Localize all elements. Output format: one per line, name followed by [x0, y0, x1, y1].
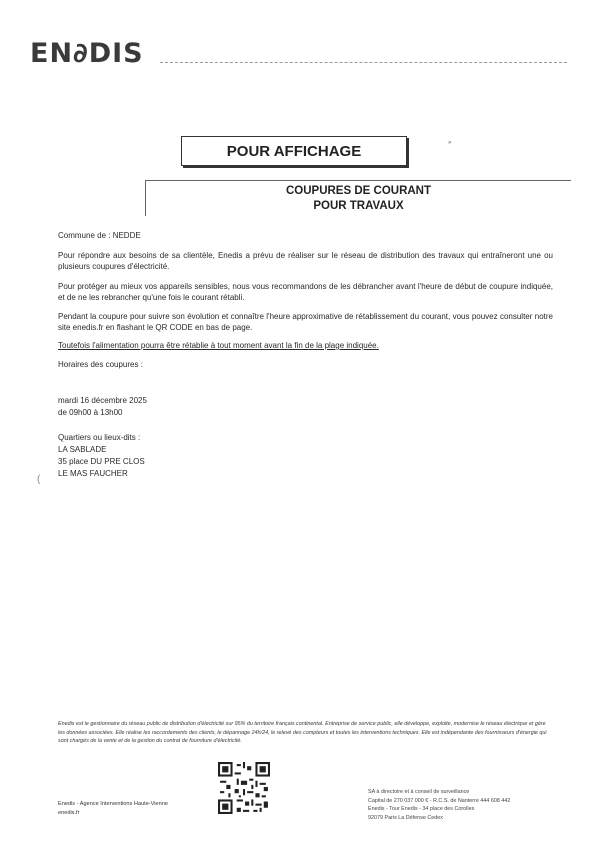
footer-legal-line-2: fournisseurs d'énergie qui sont chargés de la vente et de la gestion du contrat de fourniture d'électricité.: [58, 729, 547, 744]
coupure-time: de 09h00 à 13h00: [58, 408, 123, 417]
qr-code-icon[interactable]: [218, 762, 270, 814]
paragraph-besoins: Pour répondre aux besoins de sa clientèle, Enedis a prévu de réaliser sur le réseau de distribution des travaux qui entraîneront une ou plusieurs coupures d'électricité.: [58, 251, 553, 271]
horaires-label: Horaires des coupures :: [58, 360, 143, 369]
footer-agency: [58, 800, 168, 818]
location-item: 35 place DU PRE CLOS: [58, 457, 145, 466]
paragraph-suivi: Pendant la coupure pour suivre son évolution et connaître l'heure approximative de rétablissement du courant, vous pouvez consulter notre site enedis.fr en flashant le QR CODE en bas de page.: [58, 312, 553, 332]
notice-title-box: [145, 180, 571, 216]
footer-company-line: SA à directoire et à conseil de surveillance: [368, 789, 470, 795]
pour-affichage-box: [181, 136, 407, 166]
location-item: LE MAS FAUCHER: [58, 469, 128, 478]
footer-company-line: Capital de 270 037 000 € - R.C.S. de Nanterre 444 608 442: [368, 797, 511, 804]
coupure-date: mardi 16 décembre 2025: [58, 396, 147, 405]
quartiers-label: Quartiers ou lieux-dits :: [58, 433, 141, 442]
title-line-1: COUPURES DE COURANT: [285, 185, 432, 197]
pour-affichage-label: POUR AFFICHAGE: [226, 142, 362, 160]
scan-artifact-mark: »: [448, 140, 452, 146]
title-line-2: POUR TRAVAUX: [313, 200, 404, 212]
commune-line: Commune de : NEDDE: [58, 231, 141, 240]
footer-legal-notice: [58, 720, 550, 746]
footer-website-link[interactable]: enedis.fr: [58, 810, 80, 816]
location-item: LA SABLADE: [58, 445, 107, 454]
warning-text: Toutefois l'alimentation pourra être rétablie à tout moment avant la fin de la plage indiquée.: [58, 341, 379, 350]
scan-artifact-mark: (: [37, 474, 41, 485]
enedis-logo: EN∂DIS: [30, 38, 144, 69]
footer-agency-name: Enedis - Agence Interventions Haute-Vienne: [58, 801, 168, 807]
footer-company-info: [368, 788, 510, 822]
footer-company-line: Enedis - Tour Enedis - 34 place des Corolles: [368, 806, 475, 812]
paragraph-appareils: Pour protéger au mieux vos appareils sensibles, nous vous recommandons de les débrancher avant l'heure de début de coupure indiquée, et de ne les rebrancher qu'une fois le courant rétabli.: [58, 282, 553, 302]
header-divider: [160, 62, 567, 63]
footer-legal-line-1: Enedis est le gestionnaire du réseau public de distribution d'électricité sur 95% du territoire français continental. Entreprise de service public, elle développe, exploite, modernise le réseau électrique et gère les données associées. Elle réalise les raccordements des clients, le dépannage 24h/24, le relevé des compteurs et toutes les interventions techniques. Elle est indépendante des: [58, 721, 546, 736]
footer-company-line: 92079 Paris La Défense Cedex: [368, 814, 443, 821]
